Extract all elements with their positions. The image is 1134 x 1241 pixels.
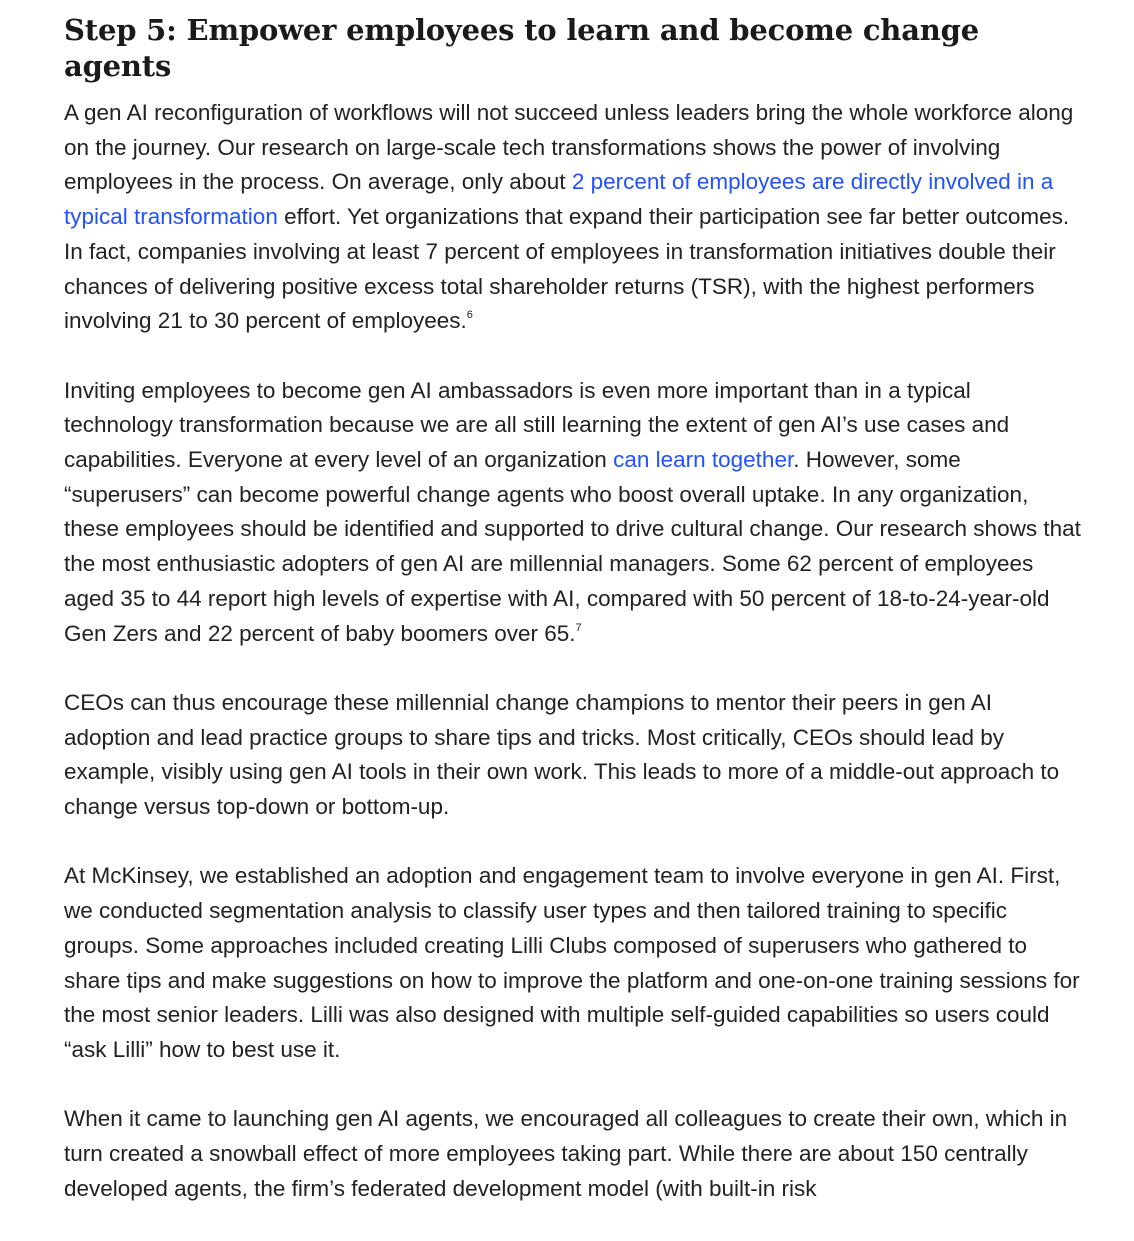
transformation-participation-link[interactable]: 2 percent of employees are directly involved in a typical transformation xyxy=(64,169,1054,230)
paragraph-3: CEOs can thus encourage these millennial change champions to mentor their peers in gen AI adoption and lead practice groups to share tips and tricks. Most critically, CEOs should lead by example, visibly using gen AI tools in their own work. This leads to more of a middle-out approach to change versus top-down or bottom-up. xyxy=(64,689,1060,820)
paragraph-4: At McKinsey, we established an adoption and engagement team to involve everyone in gen AI. First, we conducted segmentation analysis to classify user types and then tailored training to specific groups. Some approaches included creating Lilli Clubs composed of superusers who gathered to share tips and make suggestions on how to improve the platform and one-on-one training sessions for the most senior leaders. Lilli was also designed with multiple self-guided capabilities so users could “ask Lilli” how to best use it. xyxy=(64,863,1080,1062)
learn-together-link[interactable]: can learn together xyxy=(613,447,794,473)
footnote-7[interactable]: 7 xyxy=(575,621,582,634)
paragraph-2-text-end: . However, some “superusers” can become powerful change agents who boost overall uptake. In any organization, these employees should be identified and supported to drive cultural change. Our research shows that the most enthusiastic adopters of gen AI are millennial managers. Some 62 percent of employees aged 35 to 44 report high levels of expertise with AI, compared with 50 percent of 18-to-24-year-old Gen Zers and 22 percent of baby boomers over 65. xyxy=(64,447,1081,646)
paragraph-1 xyxy=(64,96,1084,339)
paragraph-2 xyxy=(64,374,1084,652)
paragraph-1-text-start: A gen AI reconfiguration of workflows will not succeed unless leaders bring the whole workforce along on the journey. Our research on large-scale tech transformations shows the power of involving employees in the process. On average, only about xyxy=(64,100,1074,195)
footnote-6[interactable]: 6 xyxy=(466,309,473,322)
article-body xyxy=(64,0,1084,1241)
paragraph-5: When it came to launching gen AI agents, we encouraged all colleagues to create their own, which in turn created a snowball effect of more employees taking part. While there are about 150 centrally developed agents, the firm’s federated development model (with built-in risk xyxy=(64,1106,1068,1201)
paragraph-2-text-start: Inviting employees to become gen AI ambassadors is even more important than in a typical technology transformation because we are all still learning the extent of gen AI’s use cases and capabilities. Everyone at every level of an organization xyxy=(64,377,1010,473)
section-heading: Step 5: Empower employees to learn and become change agents xyxy=(64,13,979,83)
paragraph-1-text-end: effort. Yet organizations that expand their participation see far better outcomes. In fact, companies involving at least 7 percent of employees in transformation initiatives double their chances of delivering positive excess total shareholder returns (TSR), with the highest performers involving 21 to 30 percent of employees. xyxy=(64,204,1070,334)
